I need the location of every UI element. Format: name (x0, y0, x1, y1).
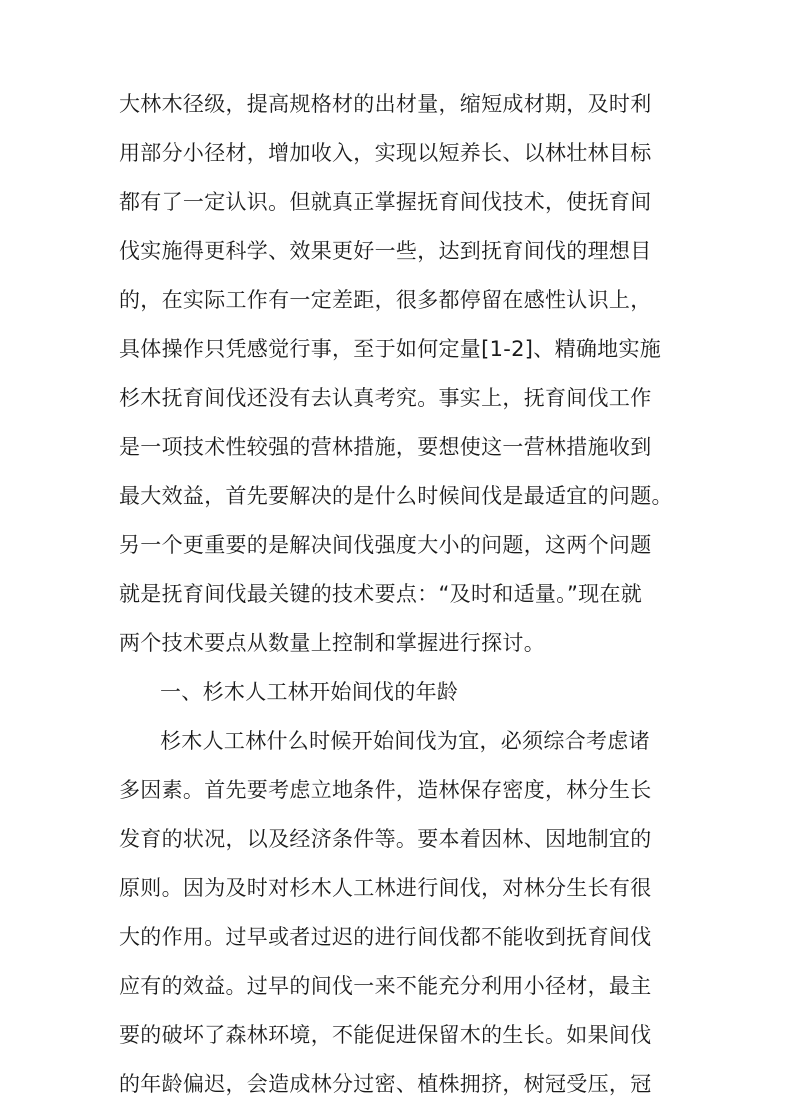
paragraph-line: 大的作用。过早或者过迟的进行间伐都不能收到抚育间伐 (119, 925, 652, 949)
paragraph-line: 原则。因为及时对杉木人工林进行间伐，对林分生长有很 (119, 876, 652, 900)
paragraph-line: 伐实施得更科学、效果更好一些，达到抚育间伐的理想目 (119, 239, 652, 263)
paragraph-line: 最大效益，首先要解决的是什么时候间伐是最适宜的问题。 (119, 484, 673, 508)
paragraph-line: 具体操作只凭感觉行事，至于如何定量[1-2]、精确地实施 (119, 337, 662, 361)
section-heading: 一、杉木人工林开始间伐的年龄 (160, 680, 459, 704)
paragraph-line: 应有的效益。过早的间伐一来不能充分利用小径材，最主 (119, 974, 652, 998)
paragraph-line: 杉木抚育间伐还没有去认真考究。事实上，抚育间伐工作 (119, 386, 652, 410)
paragraph-line: 的年龄偏迟，会造成林分过密、植株拥挤，树冠受压，冠 (119, 1072, 652, 1096)
paragraph-line: 发育的状况，以及经济条件等。要本着因林、因地制宜的 (119, 827, 652, 851)
paragraph-line: 杉木人工林什么时候开始间伐为宜，必须综合考虑诸 (160, 729, 650, 753)
paragraph-line: 都有了一定认识。但就真正掌握抚育间伐技术，使抚育间 (119, 190, 652, 214)
paragraph-line: 的，在实际工作有一定差距，很多都停留在感性认识上， (119, 288, 652, 312)
paragraph-line: 两个技术要点从数量上控制和掌握进行探讨。 (119, 631, 545, 655)
paragraph-line: 用部分小径材，增加收入，实现以短养长、以林壮林目标 (119, 141, 652, 165)
paragraph-line: 大林木径级，提高规格材的出材量，缩短成材期，及时利 (119, 92, 652, 116)
paragraph-line: 另一个更重要的是解决间伐强度大小的问题，这两个问题 (119, 533, 652, 557)
paragraph-line: 要的破坏了森林环境，不能促进保留木的生长。如果间伐 (119, 1023, 652, 1047)
paragraph-line: 就是抚育间伐最关键的技术要点：“及时和适量。”现在就 (119, 582, 643, 606)
paragraph-line: 是一项技术性较强的营林措施，要想使这一营林措施收到 (119, 435, 652, 459)
paragraph-line: 多因素。首先要考虑立地条件，造林保存密度，林分生长 (119, 778, 652, 802)
